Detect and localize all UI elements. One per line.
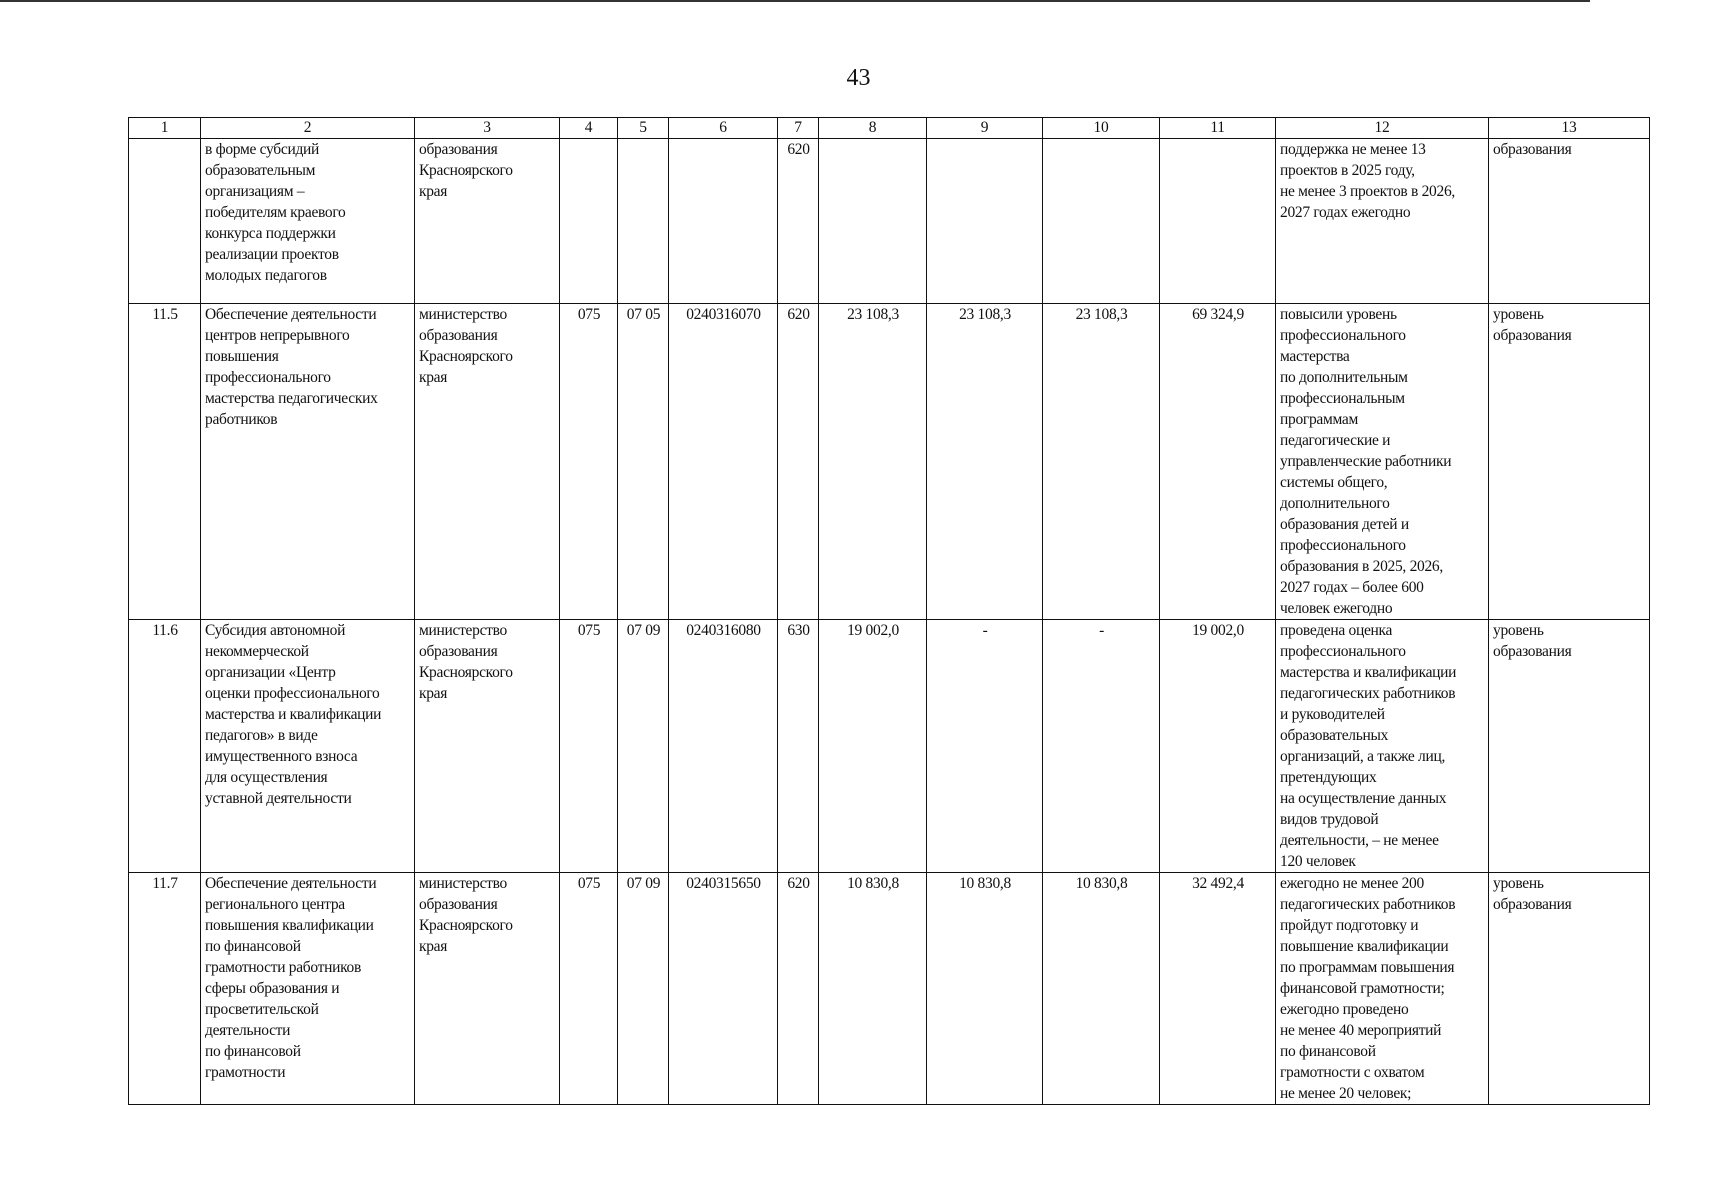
indicator-link-cell: уровень образования	[1489, 873, 1650, 1105]
amount-2027-cell: 23 108,3	[1043, 304, 1160, 620]
column-header: 4	[560, 118, 618, 139]
amount-total-cell	[1160, 139, 1276, 304]
item-number-cell: 11.5	[129, 304, 201, 620]
amount-2026-cell: 10 830,8	[927, 873, 1043, 1105]
responsible-body-cell: министерство образования Красноярского края	[415, 304, 560, 620]
column-header: 11	[1160, 118, 1276, 139]
item-number-cell: 11.7	[129, 873, 201, 1105]
amount-2025-cell: 23 108,3	[819, 304, 927, 620]
table-row	[129, 620, 1650, 873]
amount-2025-cell: 19 002,0	[819, 620, 927, 873]
amount-2025-cell	[819, 139, 927, 304]
responsible-body-cell: министерство образования Красноярского края	[415, 620, 560, 873]
section-code-cell: 07 09	[618, 620, 669, 873]
table-row	[129, 139, 1650, 304]
table-row	[129, 873, 1650, 1105]
column-header: 8	[819, 118, 927, 139]
expense-type-cell: 630	[778, 620, 819, 873]
measure-name-cell: в форме субсидий образовательным организациям – победителям краевого конкурса поддержки реализации проектов молодых педагогов	[201, 139, 415, 304]
top-border-line	[0, 0, 1590, 2]
section-code-cell	[618, 139, 669, 304]
column-header: 5	[618, 118, 669, 139]
measure-name-cell: Обеспечение деятельности центров непрерывного повышения профессионального мастерства педагогических работников	[201, 304, 415, 620]
grbs-code-cell: 075	[560, 873, 618, 1105]
amount-total-cell: 69 324,9	[1160, 304, 1276, 620]
indicator-link-cell: уровень образования	[1489, 304, 1650, 620]
grbs-code-cell: 075	[560, 620, 618, 873]
amount-total-cell: 32 492,4	[1160, 873, 1276, 1105]
amount-2026-cell: 23 108,3	[927, 304, 1043, 620]
amount-2026-cell	[927, 139, 1043, 304]
column-header: 10	[1043, 118, 1160, 139]
column-header: 13	[1489, 118, 1650, 139]
expected-result-cell: повысили уровень профессионального мастерства по дополнительным профессиональным программам педагогические и управленческие работники системы общего, дополнительного образования детей и профессионального образования в 2025, 2026, 2027 годах – более 600 человек ежегодно	[1276, 304, 1489, 620]
responsible-body-cell: образования Красноярского края	[415, 139, 560, 304]
target-article-cell: 0240316070	[669, 304, 778, 620]
indicator-link-cell: уровень образования	[1489, 620, 1650, 873]
column-header: 1	[129, 118, 201, 139]
amount-2027-cell: 10 830,8	[1043, 873, 1160, 1105]
column-header: 9	[927, 118, 1043, 139]
grbs-code-cell: 075	[560, 304, 618, 620]
expense-type-cell: 620	[778, 873, 819, 1105]
column-header: 6	[669, 118, 778, 139]
amount-2025-cell: 10 830,8	[819, 873, 927, 1105]
column-header: 2	[201, 118, 415, 139]
expense-type-cell: 620	[778, 304, 819, 620]
expected-result-cell: поддержка не менее 13 проектов в 2025 году, не менее 3 проектов в 2026, 2027 годах ежегодно	[1276, 139, 1489, 304]
target-article-cell: 0240315650	[669, 873, 778, 1105]
expected-result-cell: проведена оценка профессионального мастерства и квалификации педагогических работников и руководителей образовательных организаций, а также лиц, претендующих на осуществление данных видов трудовой деятельности, – не менее 120 человек	[1276, 620, 1489, 873]
responsible-body-cell: министерство образования Красноярского края	[415, 873, 560, 1105]
expected-result-cell: ежегодно не менее 200 педагогических работников пройдут подготовку и повышение квалификации по программам повышения финансовой грамотности; ежегодно проведено не менее 40 мероприятий по финансовой грамотности с охватом не менее 20 человек;	[1276, 873, 1489, 1105]
table-row	[129, 304, 1650, 620]
grbs-code-cell	[560, 139, 618, 304]
item-number-cell: 11.6	[129, 620, 201, 873]
target-article-cell	[669, 139, 778, 304]
item-number-cell	[129, 139, 201, 304]
column-header: 3	[415, 118, 560, 139]
target-article-cell: 0240316080	[669, 620, 778, 873]
amount-2026-cell: -	[927, 620, 1043, 873]
page-number: 43	[846, 65, 871, 91]
measure-name-cell: Обеспечение деятельности регионального центра повышения квалификации по финансовой грамотности работников сферы образования и просветительской деятельности по финансовой грамотности	[201, 873, 415, 1105]
amount-total-cell: 19 002,0	[1160, 620, 1276, 873]
measure-name-cell: Субсидия автономной некоммерческой организации «Центр оценки профессионального мастерства и квалификации педагогов» в виде имущественного взноса для осуществления уставной деятельности	[201, 620, 415, 873]
section-code-cell: 07 09	[618, 873, 669, 1105]
amount-2027-cell	[1043, 139, 1160, 304]
column-header: 7	[778, 118, 819, 139]
section-code-cell: 07 05	[618, 304, 669, 620]
column-header: 12	[1276, 118, 1489, 139]
expense-type-cell: 620	[778, 139, 819, 304]
column-number-row	[129, 118, 1650, 139]
indicator-link-cell: образования	[1489, 139, 1650, 304]
budget-measures-table	[128, 117, 1650, 1105]
amount-2027-cell: -	[1043, 620, 1160, 873]
